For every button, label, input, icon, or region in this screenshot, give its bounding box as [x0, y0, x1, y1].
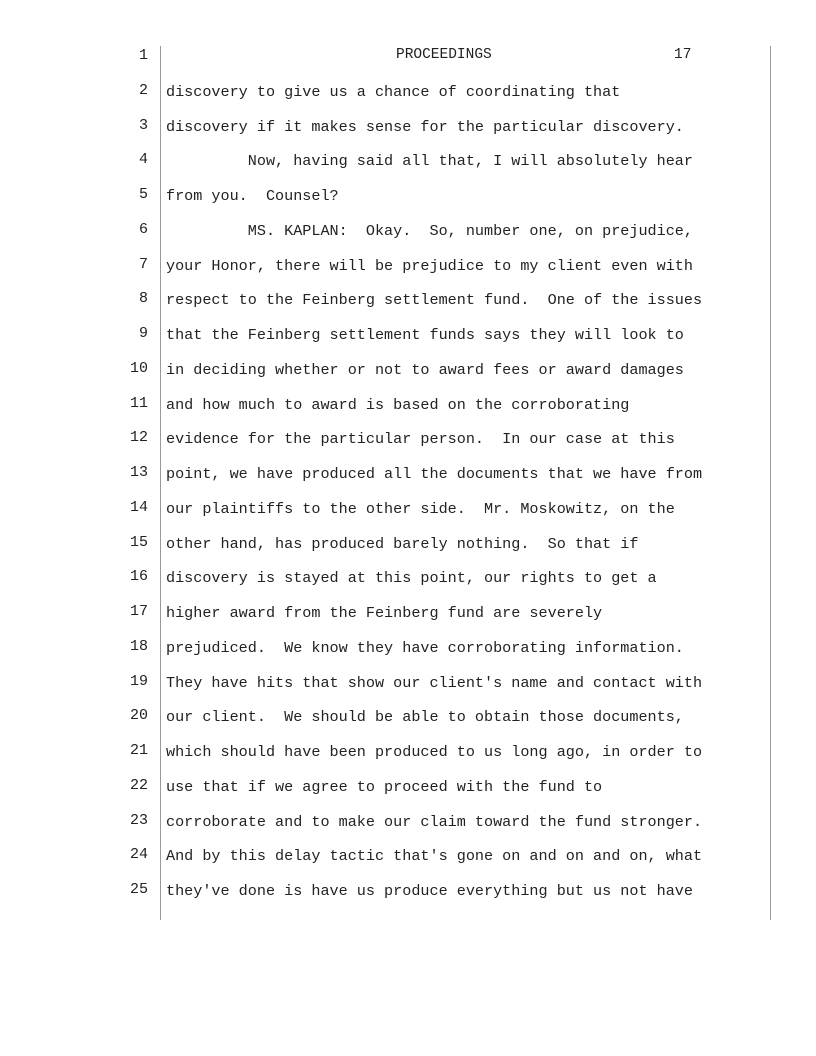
line-number: 13: [129, 464, 148, 481]
transcript-line-text: discovery to give us a chance of coordinating that: [166, 83, 621, 101]
transcript-line-text: prejudiced. We know they have corroborating information.: [166, 639, 684, 657]
transcript-line-text: use that if we agree to proceed with the fund to: [166, 778, 603, 796]
right-margin-rule: [770, 46, 771, 920]
line-number: 20: [129, 707, 148, 724]
line-number: 18: [129, 638, 148, 655]
line-number: 3: [138, 117, 148, 134]
transcript-line-text: they've done is have us produce everything but us not have: [166, 882, 693, 900]
transcript-line-text: They have hits that show our client's name and contact with: [166, 674, 703, 692]
transcript-line-text: evidence for the particular person. In our case at this: [166, 430, 675, 448]
line-number: 25: [129, 881, 148, 898]
transcript-line-text: discovery if it makes sense for the particular discovery.: [166, 118, 684, 136]
transcript-line-text: respect to the Feinberg settlement fund. One of the issues: [166, 291, 703, 309]
transcript-line-text: our plaintiffs to the other side. Mr. Moskowitz, on the: [166, 500, 675, 518]
page-number: 17: [674, 47, 692, 63]
transcript-line-text: MS. KAPLAN: Okay. So, number one, on prejudice,: [166, 222, 693, 240]
line-number: 19: [129, 673, 148, 690]
transcript-line-text: and how much to award is based on the corroborating: [166, 396, 630, 414]
line-number: 8: [138, 290, 148, 307]
transcript-line-text: from you. Counsel?: [166, 187, 339, 205]
line-number: 22: [129, 777, 148, 794]
transcript-line-text: our client. We should be able to obtain those documents,: [166, 708, 684, 726]
left-margin-rule: [160, 46, 161, 920]
line-number: 10: [129, 360, 148, 377]
line-number: 23: [129, 812, 148, 829]
transcript-line-text: discovery is stayed at this point, our rights to get a: [166, 569, 657, 587]
transcript-line-text: other hand, has produced barely nothing. So that if: [166, 535, 639, 553]
transcript-line-text: Now, having said all that, I will absolutely hear: [166, 152, 693, 170]
transcript-line-text: And by this delay tactic that's gone on and on and on, what: [166, 847, 703, 865]
line-number: 9: [138, 325, 148, 342]
line-number: 14: [129, 499, 148, 516]
transcript-line-text: point, we have produced all the documents that we have from: [166, 465, 703, 483]
line-number: 15: [129, 534, 148, 551]
transcript-line-text: that the Feinberg settlement funds says they will look to: [166, 326, 684, 344]
line-number: 24: [129, 846, 148, 863]
line-number: 12: [129, 429, 148, 446]
header-title: PROCEEDINGS: [396, 47, 492, 63]
transcript-line-text: your Honor, there will be prejudice to my client even with: [166, 257, 693, 275]
transcript-line-text: in deciding whether or not to award fees or award damages: [166, 361, 684, 379]
line-number: 4: [138, 151, 148, 168]
line-number: 11: [129, 395, 148, 412]
line-number: 5: [138, 186, 148, 203]
transcript-line-text: higher award from the Feinberg fund are severely: [166, 604, 603, 622]
line-number: 7: [138, 256, 148, 273]
line-number: 17: [129, 603, 148, 620]
transcript-line-text: corroborate and to make our claim toward the fund stronger.: [166, 813, 703, 831]
line-number: 6: [138, 221, 148, 238]
transcript-line-text: which should have been produced to us long ago, in order to: [166, 743, 703, 761]
line-number: 16: [129, 568, 148, 585]
line-number: 2: [138, 82, 148, 99]
line-number: 21: [129, 742, 148, 759]
line-number: 1: [138, 47, 148, 64]
page-header: [166, 47, 766, 67]
